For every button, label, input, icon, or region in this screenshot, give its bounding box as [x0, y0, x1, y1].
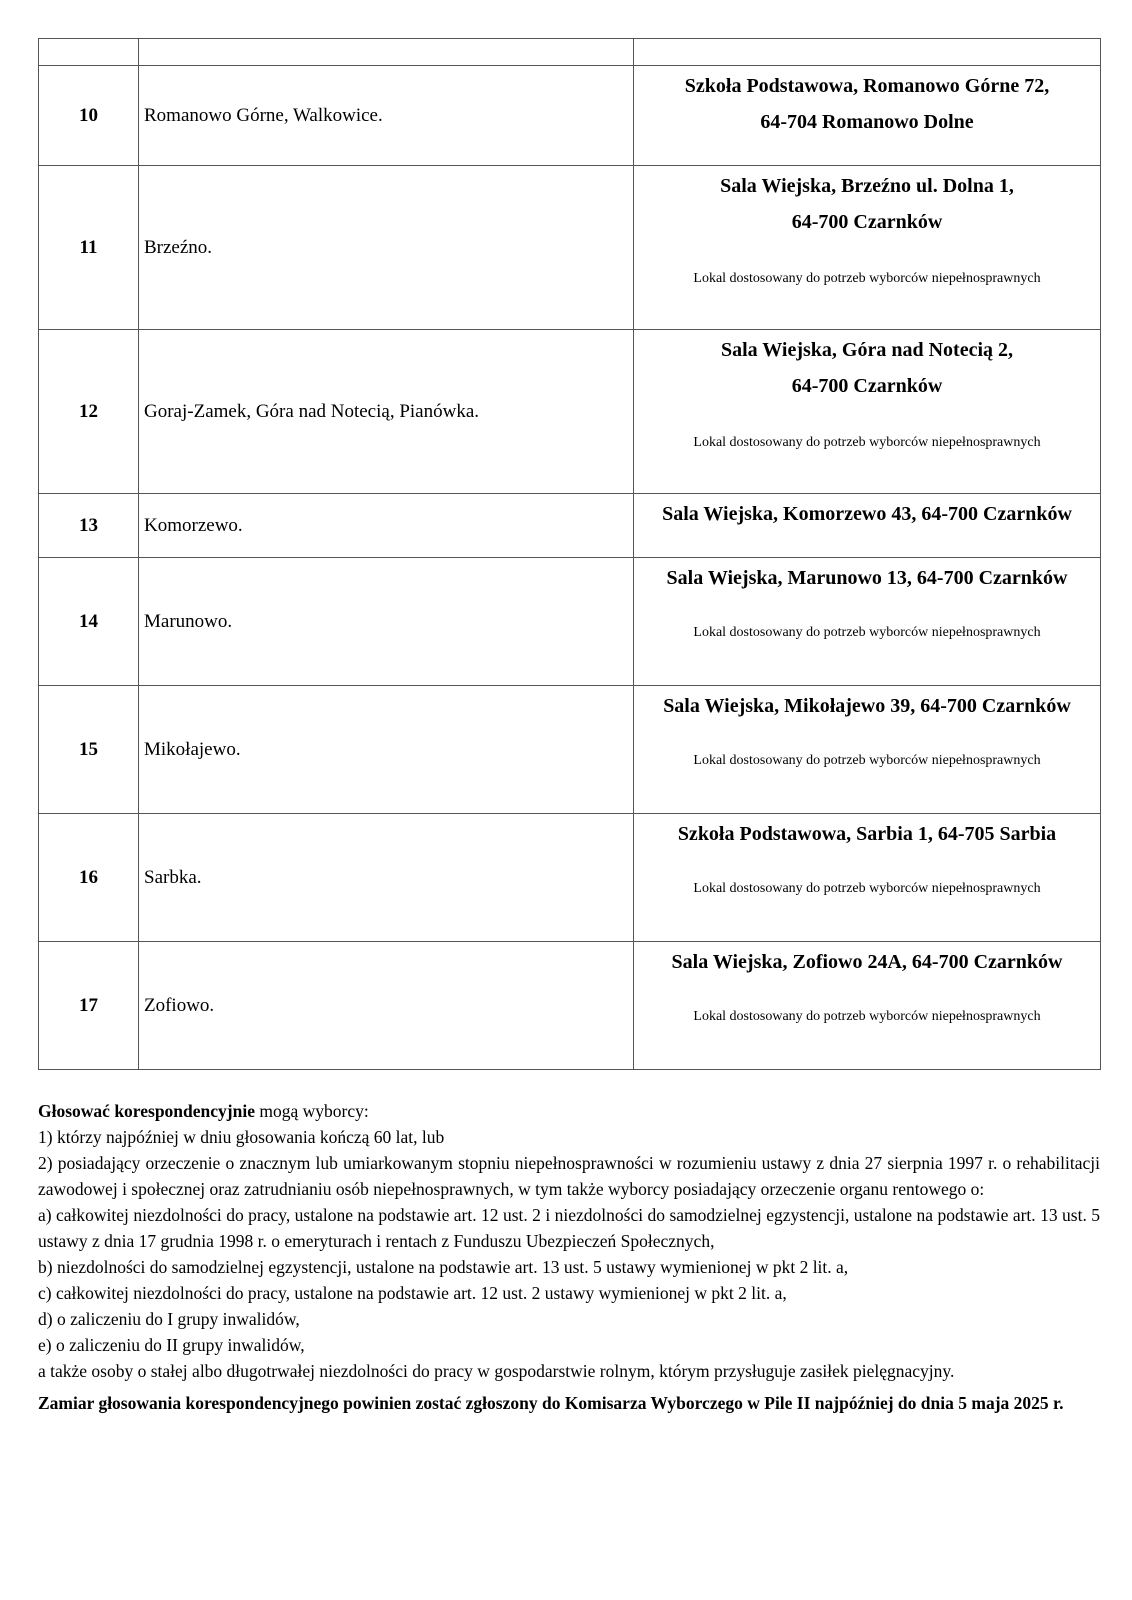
notes-intro-bold: Głosować korespondencyjnie — [38, 1101, 255, 1121]
district-area: Komorzewo. — [139, 494, 634, 558]
notes-intro — [38, 1098, 1100, 1124]
district-number: 16 — [39, 814, 139, 942]
district-area: Brzeźno. — [139, 166, 634, 330]
polling-station-address — [634, 814, 1101, 942]
address-line: 64-700 Czarnków — [791, 211, 943, 233]
address-line: Sala Wiejska, Mikołajewo 39, 64-700 Czarnków — [663, 695, 1071, 717]
polling-station-address — [634, 166, 1101, 330]
stub-cell — [39, 39, 139, 66]
address-line: Sala Wiejska, Brzeźno ul. Dolna 1, — [720, 175, 1014, 197]
registration-deadline: Zamiar głosowania korespondencyjnego powinien zostać zgłoszony do Komisarza Wyborczego w Pile II najpóźniej do dnia 5 maja 2025 r. — [38, 1393, 1064, 1413]
table-row — [39, 330, 1101, 494]
district-area: Zofiowo. — [139, 942, 634, 1070]
polling-station-address — [634, 330, 1101, 494]
table-row — [39, 166, 1101, 330]
address-line: Sala Wiejska, Marunowo 13, 64-700 Czarnków — [666, 567, 1068, 589]
district-number: 11 — [39, 166, 139, 330]
polling-districts-table — [38, 38, 1101, 1070]
table-row — [39, 814, 1101, 942]
notes-line: 1) którzy najpóźniej w dniu głosowania kończą 60 lat, lub — [38, 1127, 445, 1147]
address-line: Sala Wiejska, Komorzewo 43, 64-700 Czarnków — [662, 503, 1072, 525]
table-row — [39, 494, 1101, 558]
district-number: 10 — [39, 66, 139, 166]
notes-line: 2) posiadający orzeczenie o znacznym lub umiarkowanym stopniu niepełnosprawności w rozumieniu ustawy z dnia 27 sierpnia 1997 r. o rehabilitacji zawodowej i społecznej oraz zatrudnianiu osób niepełnosprawnych, w tym także wyborcy posiadający orzeczenie organu rentowego o: — [38, 1153, 1100, 1199]
district-area: Romanowo Górne, Walkowice. — [139, 66, 634, 166]
accessibility-note: Lokal dostosowany do potrzeb wyborców niepełnosprawnych — [693, 1009, 1041, 1024]
notes-line: c) całkowitej niezdolności do pracy, ustalone na podstawie art. 12 ust. 2 ustawy wymienionej w pkt 2 lit. a, — [38, 1283, 787, 1303]
polling-station-address — [634, 558, 1101, 686]
address-line: Szkoła Podstawowa, Sarbia 1, 64-705 Sarbia — [677, 823, 1057, 845]
district-number: 12 — [39, 330, 139, 494]
accessibility-note: Lokal dostosowany do potrzeb wyborców niepełnosprawnych — [693, 271, 1041, 286]
notes-line: b) niezdolności do samodzielnej egzystencji, ustalone na podstawie art. 13 ust. 5 ustawy wymienionej w pkt 2 lit. a, — [38, 1257, 849, 1277]
postal-voting-notes — [38, 1098, 1100, 1416]
district-number: 17 — [39, 942, 139, 1070]
accessibility-note: Lokal dostosowany do potrzeb wyborców niepełnosprawnych — [693, 753, 1041, 768]
stub-cell — [139, 39, 634, 66]
accessibility-note: Lokal dostosowany do potrzeb wyborców niepełnosprawnych — [693, 881, 1041, 896]
district-area: Goraj-Zamek, Góra nad Notecią, Pianówka. — [139, 330, 634, 494]
address-line: 64-700 Czarnków — [791, 375, 943, 397]
accessibility-note: Lokal dostosowany do potrzeb wyborców niepełnosprawnych — [693, 435, 1041, 450]
polling-station-address — [634, 942, 1101, 1070]
district-area: Mikołajewo. — [139, 686, 634, 814]
district-area: Marunowo. — [139, 558, 634, 686]
district-number: 15 — [39, 686, 139, 814]
document-page — [38, 38, 1100, 1416]
table-row — [39, 686, 1101, 814]
address-line: Szkoła Podstawowa, Romanowo Górne 72, — [684, 75, 1050, 97]
district-number: 13 — [39, 494, 139, 558]
address-line: Sala Wiejska, Zofiowo 24A, 64-700 Czarnków — [671, 951, 1063, 973]
stub-cell — [634, 39, 1101, 66]
table-row — [39, 66, 1101, 166]
accessibility-note: Lokal dostosowany do potrzeb wyborców niepełnosprawnych — [693, 625, 1041, 640]
table-row — [39, 942, 1101, 1070]
polling-station-address — [634, 494, 1101, 558]
table-row-header-stub — [39, 39, 1101, 66]
district-area: Sarbka. — [139, 814, 634, 942]
district-number: 14 — [39, 558, 139, 686]
notes-line: d) o zaliczeniu do I grupy inwalidów, — [38, 1309, 300, 1329]
polling-station-address — [634, 686, 1101, 814]
notes-line: a) całkowitej niezdolności do pracy, ustalone na podstawie art. 12 ust. 2 i niezdolności do samodzielnej egzystencji, ustalone na podstawie art. 13 ust. 5 ustawy z dnia 17 grudnia 1998 r. o emeryturach i rentach z Funduszu Ubezpieczeń Społecznych, — [38, 1205, 1100, 1251]
notes-line: e) o zaliczeniu do II grupy inwalidów, — [38, 1335, 305, 1355]
polling-station-address — [634, 66, 1101, 166]
notes-line: a także osoby o stałej albo długotrwałej niezdolności do pracy w gospodarstwie rolnym, którym przysługuje zasiłek pielęgnacyjny. — [38, 1361, 955, 1381]
address-line: Sala Wiejska, Góra nad Notecią 2, — [720, 339, 1014, 361]
table-row — [39, 558, 1101, 686]
notes-intro-rest: mogą wyborcy: — [254, 1101, 369, 1121]
address-line: 64-704 Romanowo Dolne — [760, 111, 974, 133]
